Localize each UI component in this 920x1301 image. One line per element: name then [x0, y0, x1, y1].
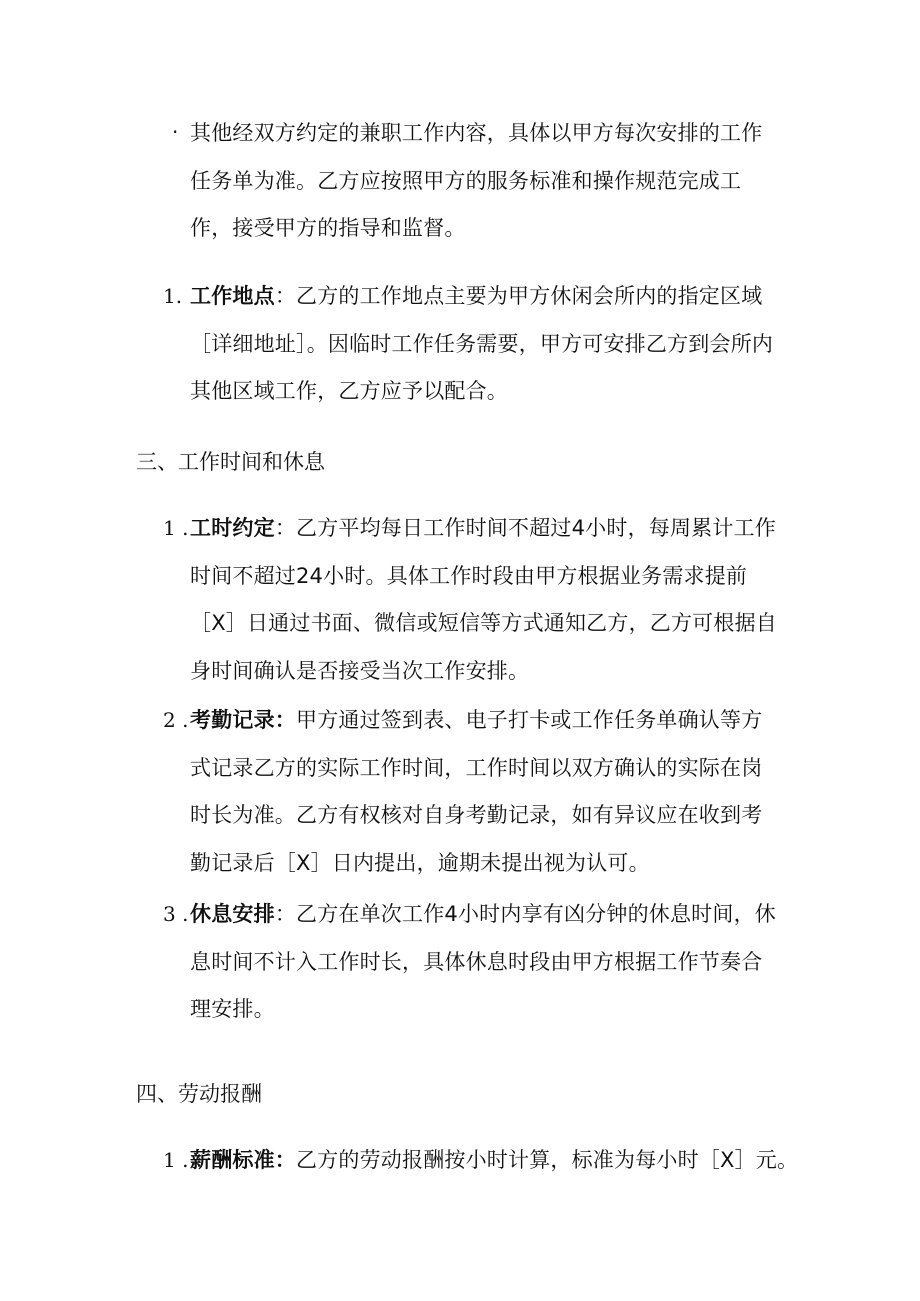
- section-three-item-2-number: 2 .: [163, 708, 189, 732]
- location-item-number: 1.: [163, 284, 183, 308]
- bullet-marker: ·: [172, 120, 179, 144]
- section-three-item-2-paragraph: [190, 697, 780, 887]
- section-four-heading: 四、劳动报酬: [136, 1082, 262, 1106]
- location-item-label: 工作地点: [190, 284, 275, 308]
- section-three-item-3-number: 3 .: [163, 902, 189, 926]
- section-four-item-1-paragraph: [190, 1137, 810, 1185]
- section-three-item-1-text: ：乙方平均每日工作时间不超过4小时，每周累计工作时间不超过24小时。具体工作时段由甲方根据业务需求提前［X］日通过书面、微信或短信等方式通知乙方，乙方可根据自身时间确认是否接受当次工作安排。: [190, 516, 777, 683]
- location-item-paragraph: [190, 273, 780, 416]
- section-three-item-2-label: 考勤记录：: [190, 708, 296, 732]
- section-four-item-1-text: 乙方的劳动报酬按小时计算，标准为每小时［X］元。: [296, 1148, 799, 1172]
- section-three-item-1-paragraph: [190, 505, 780, 695]
- section-four-item-1-number: 1 .: [163, 1148, 189, 1172]
- location-item-text: ：乙方的工作地点主要为甲方休闲会所内的指定区域［详细地址］。因临时工作任务需要，甲方可安排乙方到会所内其他区域工作，乙方应予以配合。: [190, 284, 774, 403]
- section-three-item-2-text: 甲方通过签到表、电子打卡或工作任务单确认等方式记录乙方的实际工作时间，工作时间以双方确认的实际在岗时长为准。乙方有权核对自身考勤记录，如有异议应在收到考勤记录后［X］日内提出，逾期未提出视为认可。: [190, 708, 763, 875]
- intro-bullet-text: 其他经双方约定的兼职工作内容，具体以甲方每次安排的工作任务单为准。乙方应按照甲方的服务标准和操作规范完成工作，接受甲方的指导和监督。: [190, 121, 763, 240]
- section-four-item-1-label: 薪酬标准：: [190, 1148, 296, 1172]
- section-three-item-3-label: 休息安排: [190, 902, 275, 926]
- section-three-item-1-label: 工时约定: [190, 516, 275, 540]
- section-three-item-3-paragraph: [190, 891, 780, 1034]
- section-three-item-1-number: 1 .: [163, 516, 189, 540]
- section-three-item-3-text: ：乙方在单次工作4小时内享有凶分钟的休息时间，休息时间不计入工作时长，具体休息时段由甲方根据工作节奏合理安排。: [190, 902, 776, 1021]
- section-three-heading: 三、工作时间和休息: [136, 450, 325, 474]
